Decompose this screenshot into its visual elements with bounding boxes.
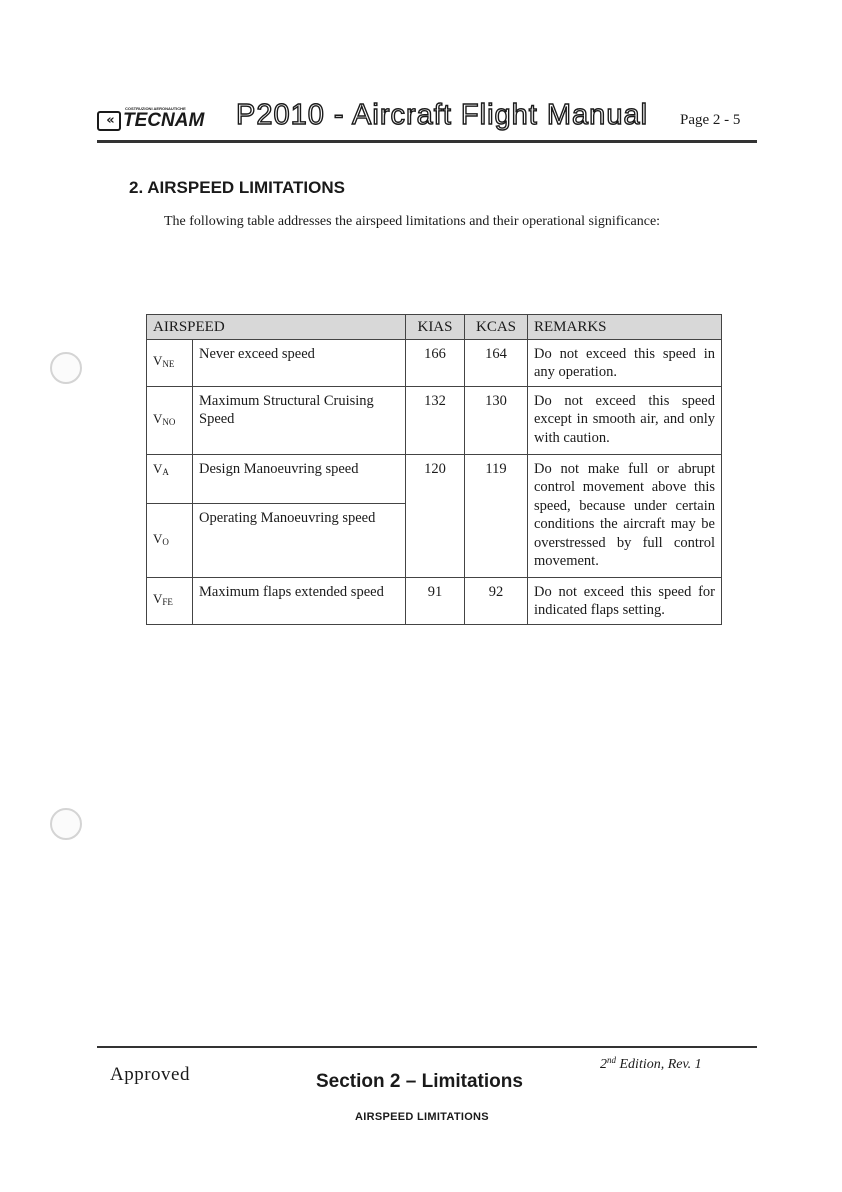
header-kias: KIAS: [406, 315, 465, 340]
header-remarks: REMARKS: [528, 315, 722, 340]
tecnam-logo-mark: «: [97, 111, 121, 131]
speed-description: Maximum flaps extended speed: [193, 577, 406, 624]
table-row: [147, 339, 722, 386]
kcas-value: 130: [465, 386, 528, 454]
approved-label: Approved: [110, 1064, 190, 1085]
speed-description: Design Manoeuvring speed: [193, 454, 406, 503]
logo-small-text: COSTRUZIONI AERONAUTICHE: [125, 106, 186, 111]
logo-wordmark: TECNAM: [123, 110, 205, 131]
kias-value: 91: [406, 577, 465, 624]
kias-value: 166: [406, 339, 465, 386]
intro-paragraph: The following table addresses the airspeed limitations and their operational significance:: [164, 214, 661, 229]
footer-divider: [97, 1046, 757, 1048]
edition-label: 2nd Edition, Rev. 1: [600, 1055, 702, 1072]
footer-section-title: Section 2 – Limitations: [316, 1071, 523, 1092]
remarks-text: Do not make full or abrupt control movement above this speed, because under certain conditions the aircraft may be overstressed by full control movement.: [528, 454, 722, 577]
speed-description: Maximum Structural Cruising Speed: [193, 386, 406, 454]
header-airspeed: AIRSPEED: [147, 315, 406, 340]
speed-symbol: $V_{NO}$: [147, 386, 193, 454]
footer-subtitle: AIRSPEED LIMITATIONS: [355, 1111, 489, 1123]
airspeed-limitations-table: [146, 314, 722, 625]
remarks-text: Do not exceed this speed except in smooth air, and only with caution.: [528, 386, 722, 454]
kias-value: 132: [406, 386, 465, 454]
hole-punch-top: [50, 352, 82, 384]
header-divider: [97, 140, 757, 143]
kcas-value: 92: [465, 577, 528, 624]
remarks-text: Do not exceed this speed for indicated flaps setting.: [528, 577, 722, 624]
tecnam-logo: [97, 106, 227, 134]
speed-description: Operating Manoeuvring speed: [193, 503, 406, 577]
table-row: [147, 386, 722, 454]
section-title: 2. AIRSPEED LIMITATIONS: [129, 178, 345, 197]
speed-symbol: $V_{NE}$: [147, 339, 193, 386]
speed-symbol: $V_{FE}$: [147, 577, 193, 624]
speed-symbol: $V_A$: [147, 454, 193, 503]
kias-value: 120: [406, 454, 465, 577]
table-row: [147, 454, 722, 503]
kcas-value: 164: [465, 339, 528, 386]
document-title: P2010 - Aircraft Flight Manual: [236, 99, 649, 131]
table-row: [147, 577, 722, 624]
table-header-row: [147, 315, 722, 340]
hole-punch-bottom: [50, 808, 82, 840]
header-kcas: KCAS: [465, 315, 528, 340]
remarks-text: Do not exceed this speed in any operation.: [528, 339, 722, 386]
page-number: Page 2 - 5: [680, 112, 741, 128]
speed-description: Never exceed speed: [193, 339, 406, 386]
speed-symbol: $V_O$: [147, 503, 193, 577]
kcas-value: 119: [465, 454, 528, 577]
